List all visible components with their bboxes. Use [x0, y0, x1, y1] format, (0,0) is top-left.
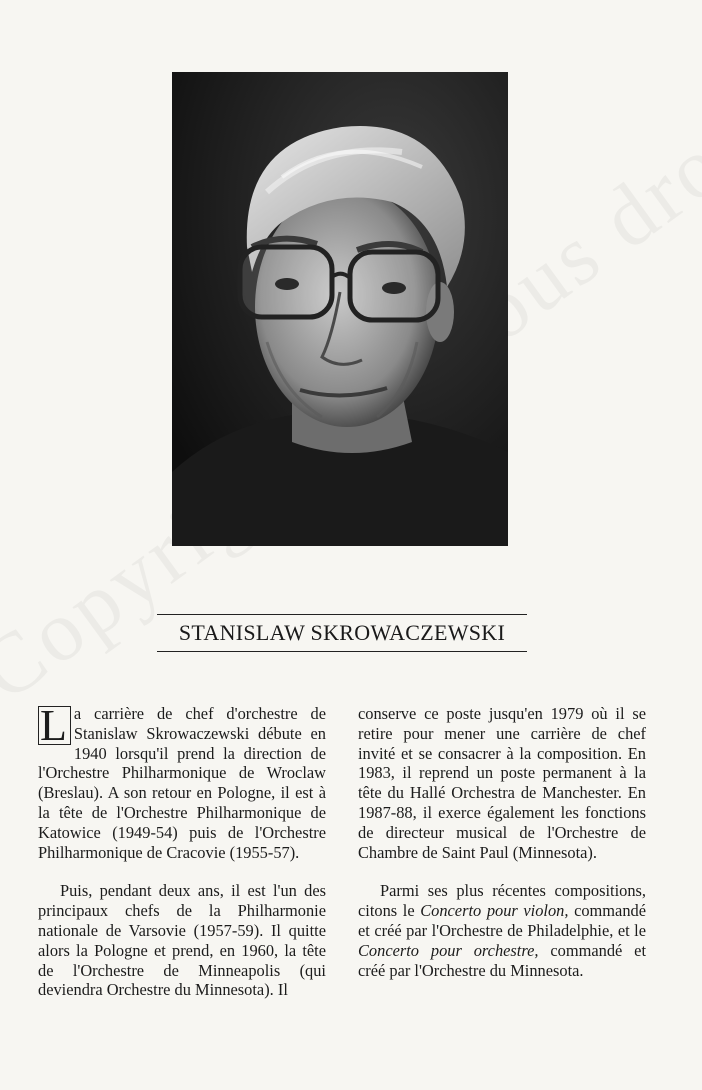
page-title: STANISLAW SKROWACZEWSKI [178, 620, 506, 645]
drop-cap: L [38, 706, 71, 745]
right-column [358, 704, 646, 999]
work-title-violin-concerto: Concerto pour violon, [420, 901, 569, 921]
paragraph-3: conserve ce poste jusqu'en 1979 où il se retire pour mener une carrière de chef invité et se consacrer à la composition. En 1983, il reprend un poste permanent à la tête du Hallé Orchestra de Manchester. En 1987-88, il exerce également les fonctions de directeur musical de l'Orchestre de Chambre de Saint Paul (Minnesota). [358, 704, 646, 862]
work-title-orchestra-concerto: Concerto pour orchestre, [358, 940, 539, 960]
paragraph-4-text-b: commandé et créé par l'Orchestre de Philadelphie, et le [358, 901, 646, 940]
left-column [38, 701, 326, 1019]
paragraph-1-text: a carrière de chef d'orchestre de Stanislaw Skrowaczewski débute en 1940 lorsqu'il prend la direction de l'Orchestre Philharmonique de Wroclaw (Breslau). A son retour en Pologne, il est à la tête de l'Orchestre Philharmonique de Katowice (1949-54) puis de l'Orchestre Philharmonique de Cracovie (1955-57). [38, 704, 326, 862]
paragraph-1 [38, 701, 326, 862]
title-rule-block [157, 614, 527, 652]
paragraph-4 [358, 881, 646, 980]
paragraph-2: Puis, pendant deux ans, il est l'un des principaux chefs de la Philharmonie nationale de Varsovie (1957-59). Il quitte alors la Pologne et prend, en 1960, la tête de l'Orchestre de Minneapolis (qui deviendra Orchestre du Minnesota). Il [38, 881, 326, 1000]
portrait-photo [172, 72, 508, 546]
paragraph-4-text-a: Parmi ses plus récentes compositions, citons le [358, 881, 646, 921]
paragraph-4-text-c: commandé et créé par l'Orchestre du Minnesota. [358, 940, 647, 980]
